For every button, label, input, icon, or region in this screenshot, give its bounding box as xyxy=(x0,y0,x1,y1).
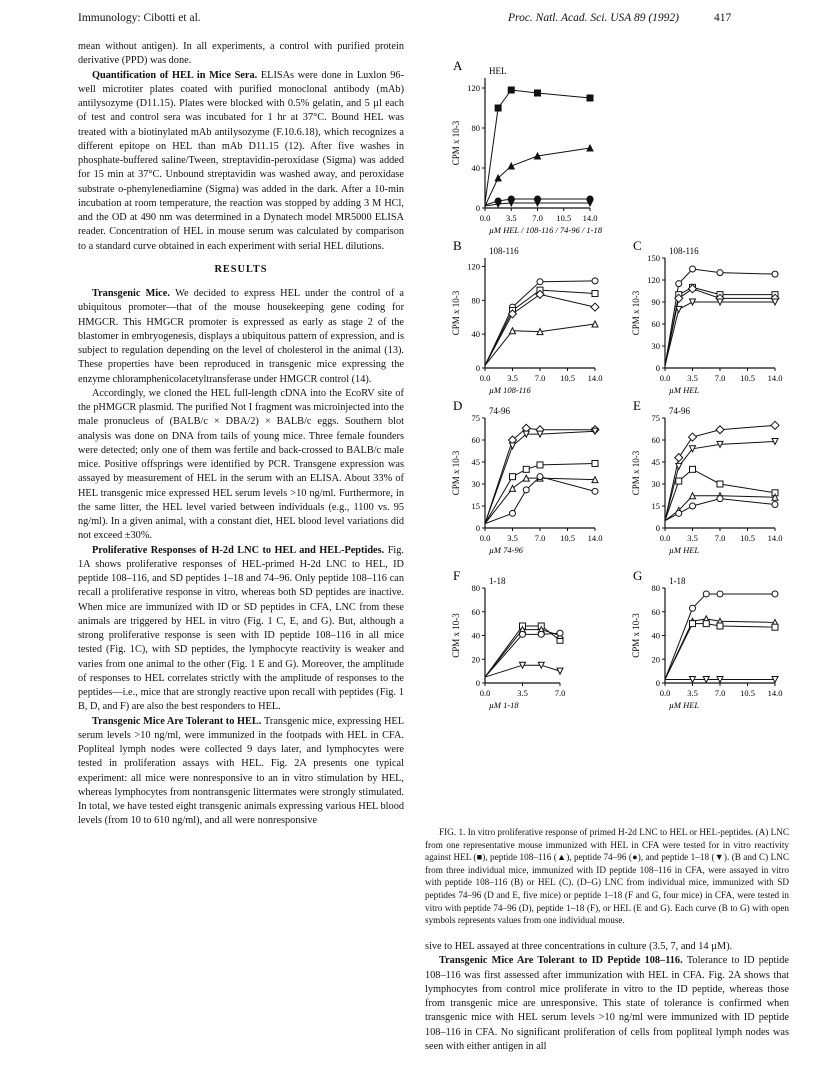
panel-letter: B xyxy=(453,238,462,253)
y-tick-label: 60 xyxy=(651,319,660,329)
data-point xyxy=(716,426,724,434)
caption-text: FIG. 1. In vitro proliferative response of primed H-2d LNC to HEL or HEL-peptides. (A) LNC from one representative mouse immunized with HEL in CFA were tested for in vitro reactivity against HEL (■), peptide 108–116 (▲), peptide 74–96 (●), and peptide 1–18 (▼). (B and C) LNC from three individual mice, immunized with ID peptide 108–116 in CFA, were assayed in vitro with peptide 108–116 (B) or HEL (C). (D–G) LNC from individual mice, immunized with SD peptides 74–96 (D and E, five mice) or peptide 1–18 (F and G, four mice) in CFA, were tested in vitro with peptide 74–96 (D), peptide 1–18 (F), or HEL (E and G). Each curve (B to G) with open symbols represents values from one individual mouse. xyxy=(425,827,789,926)
x-tick-label: 10.5 xyxy=(740,533,755,543)
panel-letter: A xyxy=(453,60,463,73)
x-axis-label: µM HEL xyxy=(669,385,700,395)
series-line xyxy=(665,425,775,520)
y-tick-label: 120 xyxy=(467,83,480,93)
data-point xyxy=(510,474,516,480)
chart-panel-a xyxy=(451,60,603,235)
y-tick-label: 30 xyxy=(651,479,660,489)
y-tick-label: 120 xyxy=(467,261,480,272)
x-tick-label: 0.0 xyxy=(479,688,491,698)
y-tick-label: 60 xyxy=(471,606,480,617)
chart-title: 74-96 xyxy=(669,406,690,416)
data-point xyxy=(772,624,778,630)
data-point xyxy=(703,621,709,627)
paragraph xyxy=(78,387,404,544)
x-tick-label: 0.0 xyxy=(659,688,671,698)
panel-letter: D xyxy=(453,398,463,413)
y-tick-label: 75 xyxy=(471,413,480,423)
data-point xyxy=(772,502,778,508)
panel-letter: F xyxy=(453,568,461,583)
x-tick-label: 3.5 xyxy=(687,533,698,543)
x-tick-label: 14.0 xyxy=(587,533,603,543)
x-tick-label: 0.0 xyxy=(479,373,491,383)
paragraph-body: Fig. 1A shows proliferative responses of HEL-primed H-2d LNC to HEL, ID peptide 108–116, and SD peptides 1–18 and 74–96. Only peptide 108–116 can recall a proliferative response in vitro, whereas both SD peptides are inactive. When mice are immunized with ID or SD peptides in CFA, LNC from these animals are triggered by HEL in vitro (Fig. 1 C, E, and G). But, although a strong proliferative response is seen with ID peptide 108–116 in all mice tested (Fig. 1C), with SD peptides, the lymphocyte reactivity is weaker and varies from one animal to the other (Fig. 1 E and G). Moreover, the amplitude of responses to HEL correlates strictly with the amplitude of responses to the peptides—i.e., mice that are strongly reactive upon recall with peptides (Fig. 1 B, D, and F) are also the best responders to HEL. xyxy=(78,544,404,713)
series-line xyxy=(485,478,595,523)
data-point xyxy=(717,623,723,629)
data-point xyxy=(523,466,529,472)
x-tick-label: 7.0 xyxy=(532,213,543,223)
y-tick-label: 45 xyxy=(651,457,660,467)
chart-title: 74-96 xyxy=(489,406,510,416)
right-column-text xyxy=(425,940,789,1054)
y-tick-label: 60 xyxy=(651,606,660,617)
y-tick-label: 40 xyxy=(651,630,660,641)
data-point xyxy=(717,270,723,276)
data-point xyxy=(537,474,543,480)
series-line xyxy=(485,633,560,677)
figure-caption xyxy=(425,826,789,927)
x-tick-label: 0.0 xyxy=(479,213,491,223)
y-axis-label: CPM x 10-3 xyxy=(451,290,461,336)
data-point xyxy=(508,163,514,169)
panel-letter: C xyxy=(633,238,642,253)
chart-title: 1-18 xyxy=(669,576,686,586)
data-point xyxy=(675,454,683,462)
x-tick-label: 3.5 xyxy=(507,373,518,383)
data-point xyxy=(592,291,598,297)
data-point xyxy=(676,281,682,287)
x-tick-label: 7.0 xyxy=(714,373,726,383)
y-tick-label: 0 xyxy=(655,363,660,373)
x-tick-label: 3.5 xyxy=(687,688,698,698)
x-tick-label: 14.0 xyxy=(767,373,783,383)
data-point xyxy=(717,591,723,597)
series-line xyxy=(485,477,595,524)
data-point xyxy=(772,591,778,597)
x-tick-label: 3.5 xyxy=(687,373,698,383)
y-tick-label: 0 xyxy=(475,363,480,373)
y-tick-label: 0 xyxy=(475,523,480,533)
y-tick-label: 80 xyxy=(471,123,480,133)
y-tick-label: 0 xyxy=(655,523,660,533)
x-tick-label: 14.0 xyxy=(582,213,598,223)
chart-panel-f xyxy=(451,568,565,710)
data-point xyxy=(690,621,696,627)
chart-panel-d xyxy=(451,398,602,555)
y-tick-label: 120 xyxy=(647,275,660,285)
chart-panel-b xyxy=(451,238,602,395)
y-tick-label: 15 xyxy=(651,501,660,511)
x-tick-label: 10.5 xyxy=(560,373,575,383)
paragraph-heading: Transgenic Mice Are Tolerant to ID Peptide 108–116. xyxy=(439,955,687,967)
data-point xyxy=(510,510,516,516)
data-point xyxy=(717,481,723,487)
y-tick-label: 40 xyxy=(471,329,480,340)
x-tick-label: 0.0 xyxy=(479,533,491,543)
y-tick-label: 60 xyxy=(471,435,480,445)
x-tick-label: 10.5 xyxy=(740,373,755,383)
x-tick-label: 0.0 xyxy=(659,533,671,543)
y-axis-label: CPM x 10-3 xyxy=(451,120,461,166)
data-point xyxy=(717,496,723,502)
data-point xyxy=(690,605,696,611)
paragraph-body: Accordingly, we cloned the HEL full-length cDNA into the EcoRV site of the pHMGCR plasmid. The purified Not I fragment was microinjected into the male pronucleus of (BALB/c × DBA/2) × BALB/c eggs. Southern blot analysis was done on DNA from tails of young mice. Three female founders were detected; only one of them was fertile and back-crossed to BALB/c male mice. Positive offsprings were identified by PCR. Transgene expression was assayed by measurement of HEL in the serum with an ELISA. About 33% of HEL transgenic mice expressed HEL serum levels >10 ng/ml. Furthermore, in the same litter, the HEL level varied between individuals (e.g., 1100 vs. 95 ng/ml). In a given animal, with a constant diet, HEL blood level variations did not exceed ±30%. xyxy=(78,387,404,542)
chart-panel-g xyxy=(631,568,782,710)
running-head-left: Immunology: Cibotti et al. xyxy=(78,12,201,24)
x-tick-label: 3.5 xyxy=(507,533,518,543)
paragraph xyxy=(78,40,404,69)
x-tick-label: 7.0 xyxy=(534,533,546,543)
paragraph-heading: Transgenic Mice Are Tolerant to HEL. xyxy=(92,715,264,727)
y-tick-label: 40 xyxy=(471,163,480,173)
y-tick-label: 150 xyxy=(647,253,660,263)
data-point xyxy=(690,266,696,272)
data-point xyxy=(676,510,682,516)
series-line xyxy=(665,594,775,680)
paragraph-heading: Proliferative Responses of H-2d LNC to HEL and HEL-Peptides. xyxy=(92,544,388,556)
series-line xyxy=(665,624,775,680)
data-point xyxy=(690,503,696,509)
left-column-text xyxy=(78,40,404,829)
y-tick-label: 0 xyxy=(475,678,480,688)
data-point xyxy=(689,433,697,441)
page-number: 417 xyxy=(714,12,732,24)
data-point xyxy=(535,90,541,96)
y-tick-label: 90 xyxy=(651,297,660,307)
y-tick-label: 20 xyxy=(471,654,480,665)
paragraph-body: mean without antigen). In all experiments, a control with purified protein derivative (PPD) was done. xyxy=(78,41,404,67)
data-point xyxy=(676,478,682,484)
y-axis-label: CPM x 10-3 xyxy=(451,450,461,496)
data-point xyxy=(538,631,544,637)
x-axis-label: µM 1-18 xyxy=(489,700,519,710)
y-tick-label: 0 xyxy=(475,203,480,213)
x-tick-label: 7.0 xyxy=(554,688,566,698)
paragraph-heading: Quantification of HEL in Mice Sera. xyxy=(92,69,261,81)
paragraph-body: Tolerance to ID peptide 108–116 was first assessed after immunization with HEL in CFA. Fig. 2A shows that lymphocytes from control mice proliferate in vitro to the ID peptide, whereas those from transgenic mice are unresponsive. This state of tolerance is confirmed when transgenic mice with HEL serum levels >10 ng/ml were immunized with ID peptide 108–116 in CFA. No significant proliferation of cells from popliteal lymph nodes was seen with either antigen in all xyxy=(425,955,790,1052)
y-tick-label: 80 xyxy=(651,583,660,593)
y-axis-label: CPM x 10-3 xyxy=(631,290,641,336)
y-tick-label: 30 xyxy=(651,341,660,351)
paragraph-body: RESULTS xyxy=(214,263,268,275)
panel-letter: E xyxy=(633,398,641,413)
section-heading xyxy=(78,263,404,277)
x-tick-label: 10.5 xyxy=(740,688,755,698)
data-point xyxy=(587,95,593,101)
x-tick-label: 7.0 xyxy=(714,533,726,543)
x-axis-label: µM 108-116 xyxy=(489,385,531,395)
data-point xyxy=(495,105,501,111)
chart-panel-c xyxy=(631,238,782,395)
y-tick-label: 40 xyxy=(471,630,480,641)
paragraph-body: We decided to express HEL under the control of a ubiquitous promoter—that of the mouse housekeeping gene coding for HMGCR. This HMGCR promoter is expressed as early as stage 2 of the blastomer in embryogenesis, displays a ubiquitous pattern of expression, and is subject to regulation depending on the level of cholesterol in the animal (13). These properties have been reproduced in transgenic mice expressing the enzyme chloramphenicolacetyltransferase under HMGCR control (14). xyxy=(78,288,405,385)
data-point xyxy=(520,631,526,637)
chart-title: 108-116 xyxy=(669,246,699,256)
y-tick-label: 60 xyxy=(651,435,660,445)
data-point xyxy=(537,279,543,285)
paragraph xyxy=(425,940,789,954)
data-point xyxy=(771,421,779,429)
y-tick-label: 0 xyxy=(655,678,660,688)
x-tick-label: 3.5 xyxy=(505,213,517,223)
panel-letter: G xyxy=(633,568,643,583)
paragraph xyxy=(78,69,404,254)
x-axis-label: µM HEL xyxy=(669,545,700,555)
x-tick-label: 7.0 xyxy=(534,373,546,383)
figure-svg xyxy=(425,60,790,760)
data-point xyxy=(703,591,709,597)
x-tick-label: 0.0 xyxy=(659,373,671,383)
x-axis-label: µM HEL / 108-116 / 74-96 / 1-18 xyxy=(489,225,602,235)
figure-1 xyxy=(425,60,790,710)
x-tick-label: 14.0 xyxy=(767,533,783,543)
data-point xyxy=(508,87,514,93)
data-point xyxy=(592,278,598,284)
paragraph xyxy=(78,715,404,829)
x-tick-label: 10.5 xyxy=(556,213,572,223)
chart-panel-e xyxy=(631,398,782,555)
data-point xyxy=(537,462,543,468)
data-point xyxy=(592,460,598,466)
data-point xyxy=(592,488,598,494)
paragraph-body: Transgenic mice, expressing HEL serum levels >10 ng/ml, were immunized in the footpads with HEL in CFA. Popliteal lymph nodes were collected 9 days later, and lymphocytes were tested in proliferation assays with HEL. Fig. 2A presents one typical experiment: all mice were nonresponsive to an in vitro stimulation by HEL, whereas lymphocytes from nontransgenic littermates were strongly stimulated. In total, we have tested eight transgenic animals expressing various HEL blood levels (from 10 to 610 ng/ml), and all were nonresponsive xyxy=(78,715,404,827)
x-tick-label: 14.0 xyxy=(587,373,603,383)
y-tick-label: 45 xyxy=(471,457,480,467)
data-point xyxy=(557,630,563,636)
y-tick-label: 75 xyxy=(651,413,660,423)
y-tick-label: 15 xyxy=(471,501,480,511)
x-tick-label: 3.5 xyxy=(517,688,528,698)
series-line xyxy=(665,302,775,366)
running-head-journal: Proc. Natl. Acad. Sci. USA 89 (1992) xyxy=(508,12,679,24)
y-tick-label: 30 xyxy=(471,479,480,489)
y-tick-label: 20 xyxy=(651,654,660,665)
x-tick-label: 7.0 xyxy=(714,688,726,698)
data-point xyxy=(591,303,599,311)
x-axis-label: µM HEL xyxy=(669,700,700,710)
chart-title: HEL xyxy=(489,66,507,76)
paragraph xyxy=(78,544,404,715)
y-axis-label: CPM x 10-3 xyxy=(631,613,641,658)
data-point xyxy=(772,271,778,277)
y-axis-label: CPM x 10-3 xyxy=(451,613,461,658)
chart-title: 1-18 xyxy=(489,576,506,586)
paragraph xyxy=(425,954,789,1054)
data-point xyxy=(523,487,529,493)
x-axis-label: µM 74-96 xyxy=(489,545,523,555)
y-tick-label: 80 xyxy=(471,583,480,593)
y-tick-label: 80 xyxy=(471,295,480,306)
x-tick-label: 14.0 xyxy=(767,688,783,698)
paragraph-body: sive to HEL assayed at three concentrations in culture (3.5, 7, and 14 µM). xyxy=(425,941,733,952)
paragraph-heading: Transgenic Mice. xyxy=(92,288,176,299)
data-point xyxy=(690,466,696,472)
chart-title: 108-116 xyxy=(489,246,519,256)
x-tick-label: 10.5 xyxy=(560,533,575,543)
data-point xyxy=(557,668,563,674)
paragraph xyxy=(78,287,404,387)
y-axis-label: CPM x 10-3 xyxy=(631,450,641,496)
paragraph-body: ELISAs were done in Luxlon 96-well microtiter plates coated with purified monoclonal antibody (mAb) antilysozyme (D11.15). Plates were blocked with 0.5% gelatin, and 5 µl each of test and control sera was incubated for 1 hr at 37°C. Bound HEL was treated with a biotinylated mAb antilysozyme (F.10.6.18), which recognizes a different epitope on HEL than mAb D11.15 (12). After five washes in phosphate-buffered saline/Tween, streptavidin-peroxidase (Sigma) was added for 15 min at 37°C. Unbound streptavidin was washed away, and peroxidase substrate o-phenylenediamine (Sigma) was added in the dark. After a 10-min incubation at room temperature, the reaction was stopped by adding 3 M HCl, and the OD at 490 nm was determined in a Dynatech model MR5000 ELISA reader. Concentration of HEL in mouse serum was calculated by comparison to a standard curve obtained in each experiment with serial HEL dilutions. xyxy=(78,69,405,252)
